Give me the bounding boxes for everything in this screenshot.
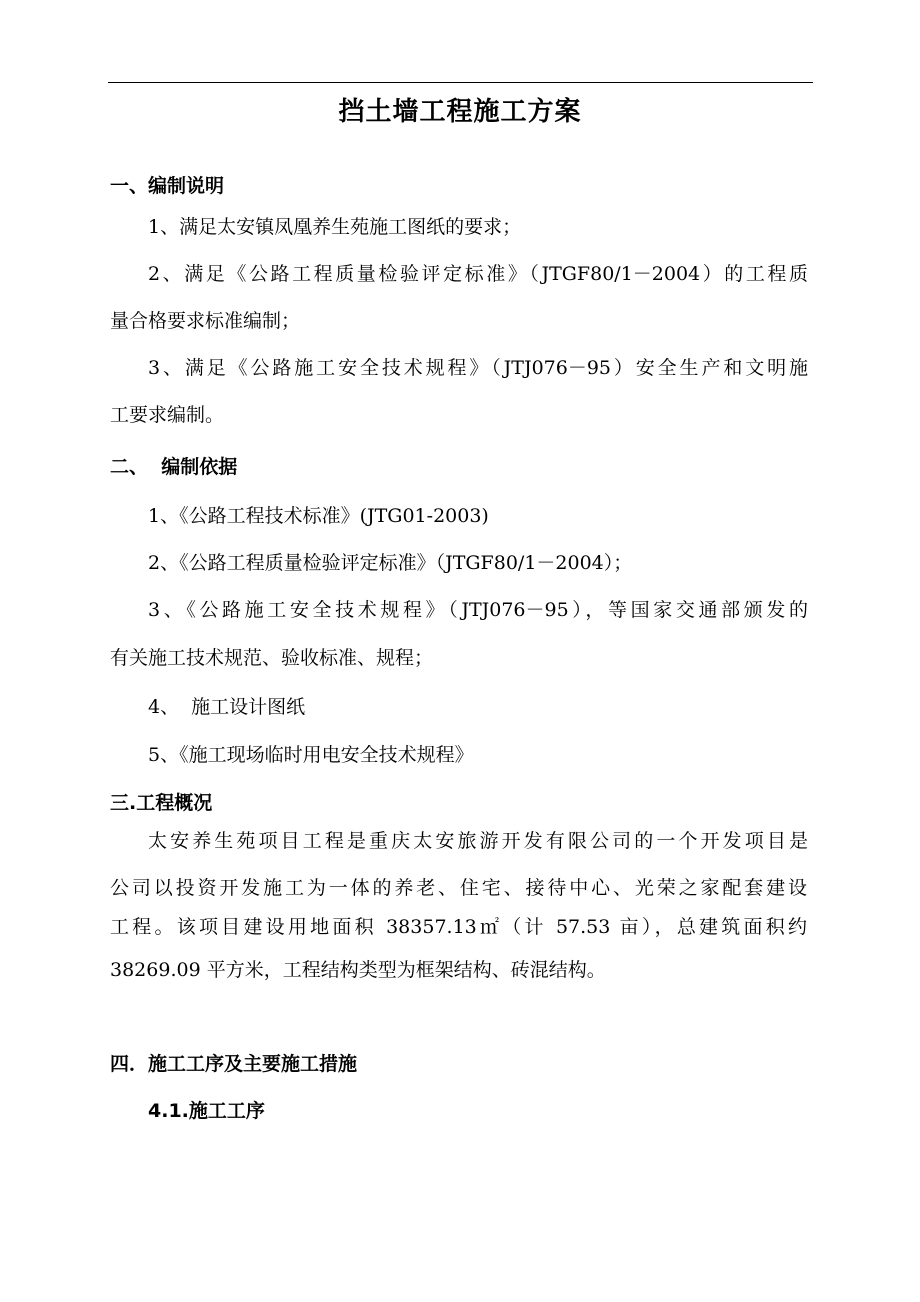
paragraph-line: 工程。该项目建设用地面积 38357.13㎡（计 57.53 亩），总建筑面积约: [110, 916, 807, 938]
section-heading-2: 二、 编制依据: [110, 456, 238, 478]
paragraph-line: 38269.09 平方米，工程结构类型为框架结构、砖混结构。: [110, 959, 606, 981]
section-heading-3: 三.工程概况: [110, 792, 213, 814]
section-heading-4: 四．施工工序及主要施工措施: [110, 1053, 358, 1075]
paragraph-line: 量合格要求标准编制；: [110, 310, 301, 332]
section-heading-1: 一、编制说明: [110, 175, 225, 197]
paragraph-line: 有关施工技术规范、验收标准、规程；: [110, 647, 434, 669]
paragraph-line: 3、满足《公路施工安全技术规程》（JTJ076－95）安全生产和文明施: [148, 357, 808, 379]
paragraph-line: 2、《公路工程质量检验评定标准》（JTGF80/1－2004）；: [148, 552, 633, 574]
document-title: 挡土墙工程施工方案: [338, 97, 582, 127]
paragraph-line: 公司以投资开发施工为一体的养老、住宅、接待中心、光荣之家配套建设: [110, 877, 807, 899]
header-rule: [108, 82, 813, 83]
paragraph-line: 太安养生苑项目工程是重庆太安旅游开发有限公司的一个开发项目是: [148, 830, 808, 852]
subsection-heading: 4.1.施工工序: [148, 1100, 265, 1122]
paragraph-line: 1、《公路工程技术标准》(JTG01-2003): [148, 505, 489, 527]
paragraph-line: 1、满足太安镇凤凰养生苑施工图纸的要求；: [148, 216, 522, 238]
paragraph-line: 4、 施工设计图纸: [148, 696, 306, 718]
paragraph-line: 5、《施工现场临时用电安全技术规程》: [148, 744, 474, 766]
paragraph-line: 工要求编制。: [110, 404, 225, 426]
paragraph-line: 2、满足《公路工程质量检验评定标准》（JTGF80/1－2004）的工程质: [148, 263, 808, 285]
paragraph-line: 3、《公路施工安全技术规程》（JTJ076－95），等国家交通部颁发的: [148, 599, 808, 621]
